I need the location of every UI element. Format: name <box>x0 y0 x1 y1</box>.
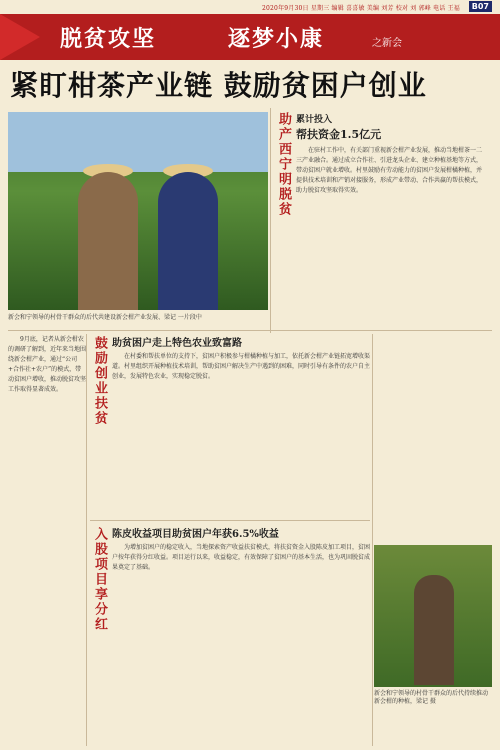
secondary-photo <box>374 545 492 687</box>
banner-right-title: 逐梦小康 <box>228 27 325 52</box>
column-divider <box>270 108 271 333</box>
article1-vertical-title: 鼓励创业扶贫 <box>92 336 107 426</box>
banner-left-title: 脱贫攻坚 <box>60 27 157 52</box>
banner-tag: 之新会 <box>372 38 402 49</box>
article-dividend <box>90 525 370 745</box>
article1-body: 在村委和帮扶单位的支持下，贫困户积极参与柑橘种植与加工，依托新会柑产业链拓宽增收渠道。村里组织开展种植技术培训，帮助贫困户解决生产中遇到的困难，同时引导有条件的农户自主创业，发展特色农业，实现稳定脱贫。 <box>112 353 371 380</box>
sidebar-heading: 帮扶资金1.5亿元 <box>296 128 382 141</box>
article2-body: 为增加贫困户的稳定收入，当地探索资产收益扶贫模式，将扶贫资金入股陈皮加工项目，贫困户按年获得分红收益。项目运行以来，收益稳定，有效保障了贫困户的基本生活，也为巩固脱贫成果奠定了基础。 <box>112 544 371 571</box>
sidebar-subheading: 累计投入 <box>296 115 333 125</box>
section-divider <box>8 330 492 331</box>
article2-vertical-title: 入股项目享分红 <box>92 527 107 632</box>
section-banner <box>0 14 500 60</box>
secondary-photo-caption: 新会和宁领导的村骨干群众的后代持续推动新会柑的种植，梁记 摄 <box>374 690 489 705</box>
photo-sky <box>8 112 268 172</box>
article-divider <box>90 520 370 521</box>
article2-heading: 陈皮收益项目助贫困户年获6.5%收益 <box>112 529 279 540</box>
top-bar <box>0 0 500 14</box>
main-photo <box>8 112 268 310</box>
main-photo-caption: 新会和宁领导的村骨干群众的后代共建设新会柑产业发展、梁记 一片段中 <box>8 314 202 321</box>
column-divider <box>86 334 87 746</box>
person-figure <box>414 575 454 685</box>
sidebar-vertical-title: 助产西宁明脱贫 <box>276 112 291 217</box>
edition-date: 2020年9月30日 星期三 编辑 喜喜敏 美编 刘芳 校对 刘 郭峰 电话 王福 <box>262 5 460 12</box>
left-column-text: 9月底，记者从新会柑农的调研了解到，近年来当地围绕新会柑产业，通过“公司+合作社+农户”的模式，带动贫困户增收，推动脱贫攻坚工作取得显著成效。 <box>8 336 87 393</box>
article-entrepreneurship <box>90 334 370 519</box>
page-number: B07 <box>469 1 492 12</box>
column-divider <box>372 334 373 746</box>
banner-arrow-icon <box>0 14 40 60</box>
page-headline: 紧盯柑茶产业链 鼓励贫困户创业 <box>10 69 427 102</box>
farmer-figure-right <box>158 172 218 310</box>
article1-heading: 助贫困户走上特色农业致富路 <box>112 338 242 349</box>
farmer-figure-left <box>78 172 138 310</box>
sidebar-body: 在驻村工作中，有关部门重视新会柑产业发展，推动当地柑茶一二三产业融合。通过成立合作社、引进龙头企业、建立种植基地等方式，带动贫困户就业增收。村里鼓励有劳动能力的贫困户发展柑橘种植，并提供技术培训和产销对接服务，形成产业带动、合作共赢的帮扶模式，助力脱贫攻坚取得实效。 <box>296 147 483 194</box>
